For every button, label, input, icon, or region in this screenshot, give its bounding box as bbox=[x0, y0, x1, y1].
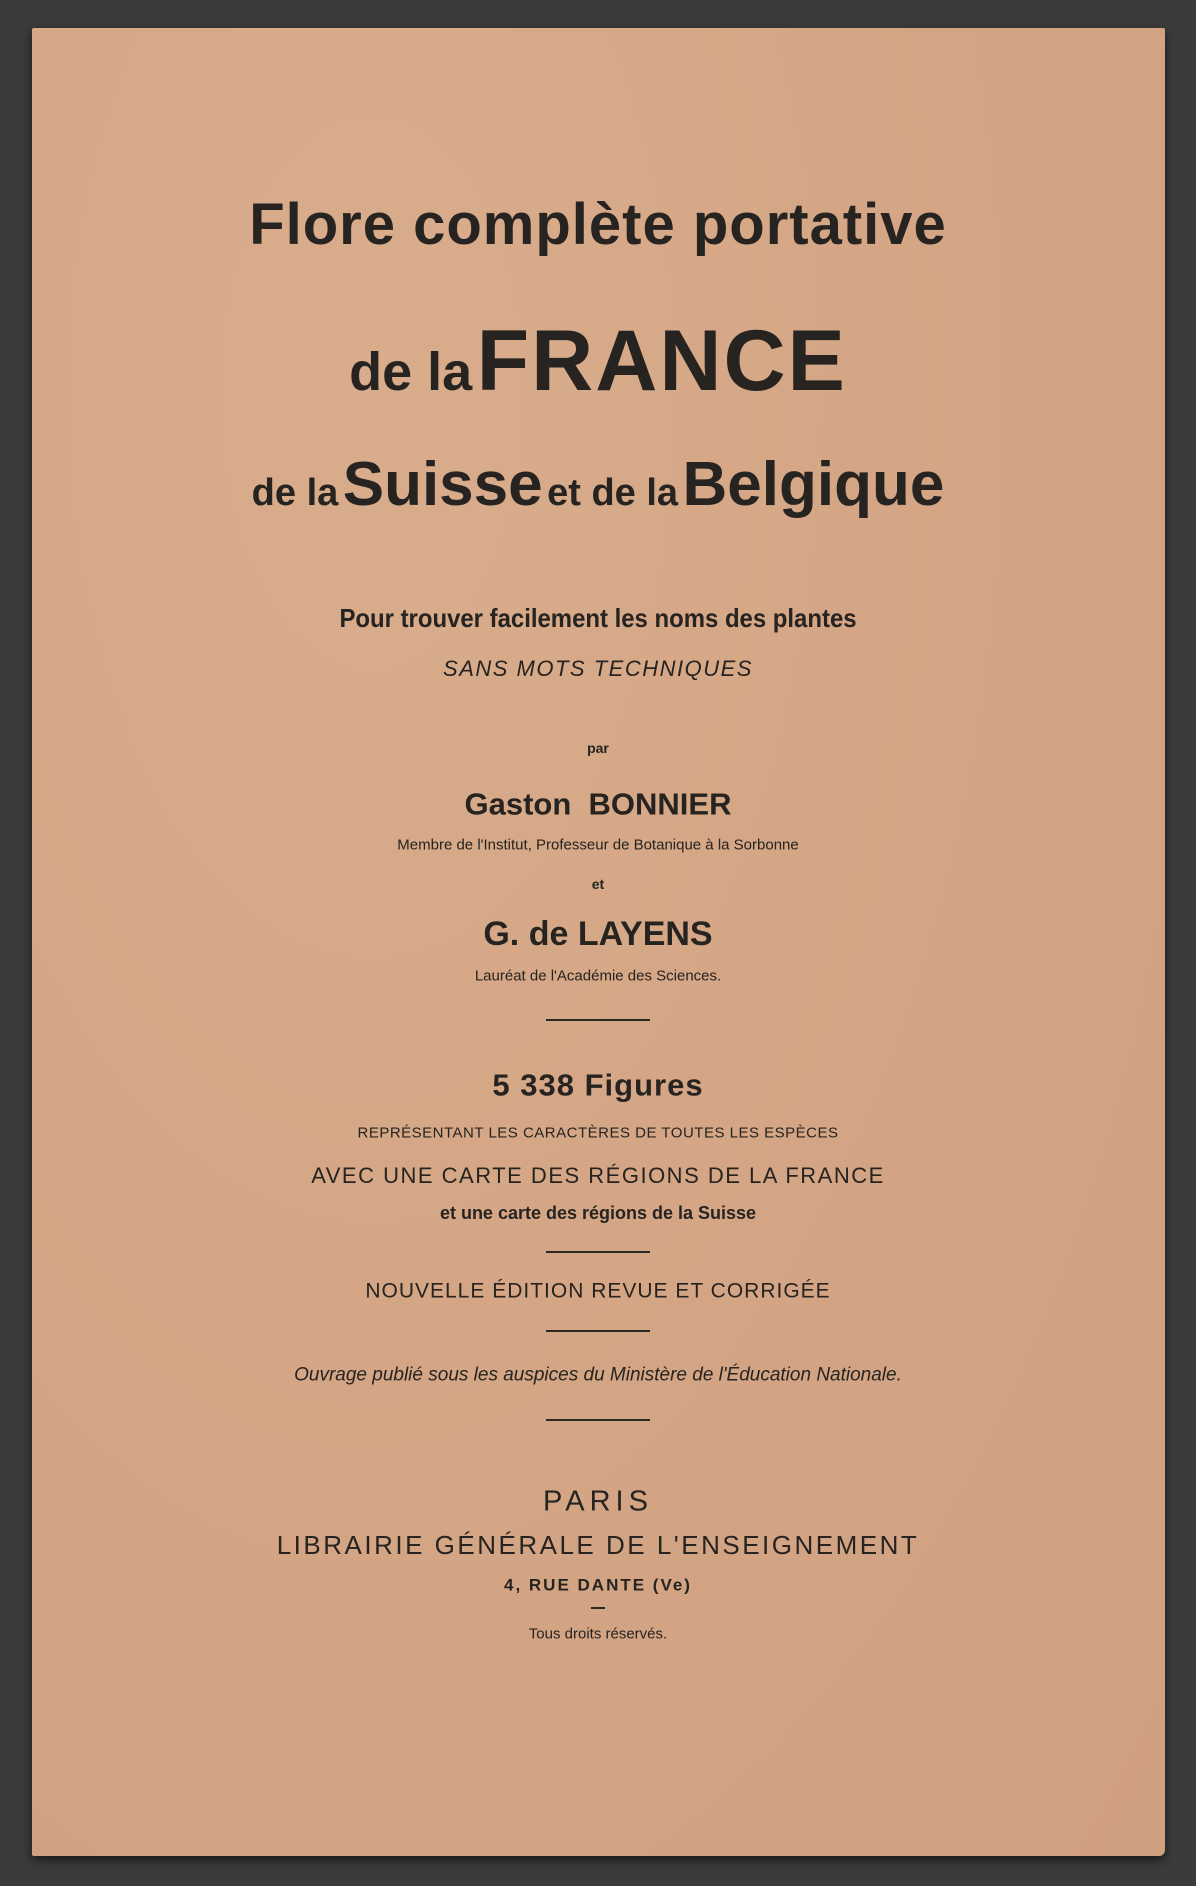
author-1-title: Membre de l'Institut, Professeur de Botanique à la Sorbonne bbox=[397, 836, 799, 854]
subtitle: Pour trouver facilement les noms des plantes bbox=[339, 603, 857, 633]
author-2-title: Lauréat de l'Académie des Sciences. bbox=[474, 967, 722, 985]
rights-notice: Tous droits réservés. bbox=[528, 1625, 668, 1643]
title-line-2 bbox=[0, 313, 1196, 409]
figures-line-1: REPRÉSENTANT LES CARACTÈRES DE TOUTES LES ESPÈCES bbox=[357, 1124, 839, 1142]
title-france: FRANCE bbox=[476, 313, 847, 409]
publisher-address: 4, RUE DANTE (Ve) bbox=[504, 1575, 692, 1595]
divider bbox=[546, 1019, 650, 1021]
subtitle-no-technical-words: SANS MOTS TECHNIQUES bbox=[443, 656, 753, 681]
short-divider bbox=[591, 1607, 605, 1609]
divider bbox=[546, 1251, 650, 1253]
author-1-first: Gaston bbox=[464, 786, 572, 822]
auspices: Ouvrage publié sous les auspices du Ministère de l'Éducation Nationale. bbox=[294, 1364, 902, 1386]
figures-line-2: AVEC UNE CARTE DES RÉGIONS DE LA FRANCE bbox=[311, 1163, 885, 1188]
title-line-1: Flore complète portative bbox=[249, 192, 947, 257]
by-label: par bbox=[587, 740, 609, 756]
author-1 bbox=[0, 786, 1196, 822]
publisher-name: LIBRAIRIE GÉNÉRALE DE L'ENSEIGNEMENT bbox=[276, 1530, 920, 1560]
title-belgique: Belgique bbox=[682, 450, 945, 519]
title-de-la: de la bbox=[349, 342, 473, 402]
title-line-3 bbox=[0, 450, 1196, 519]
divider bbox=[546, 1330, 650, 1332]
divider bbox=[546, 1419, 650, 1421]
and-label: et bbox=[591, 876, 605, 892]
publisher-city: PARIS bbox=[543, 1485, 653, 1518]
author-1-last: BONNIER bbox=[588, 786, 732, 822]
author-2: G. de LAYENS bbox=[483, 915, 713, 953]
title-de-la-2: de la bbox=[251, 472, 339, 514]
title-et-de-la: et de la bbox=[547, 472, 679, 514]
title-suisse: Suisse bbox=[342, 450, 543, 519]
figures-count: 5 338 Figures bbox=[492, 1067, 704, 1103]
edition: NOUVELLE ÉDITION REVUE ET CORRIGÉE bbox=[365, 1279, 831, 1303]
figures-line-3: et une carte des régions de la Suisse bbox=[439, 1203, 757, 1223]
